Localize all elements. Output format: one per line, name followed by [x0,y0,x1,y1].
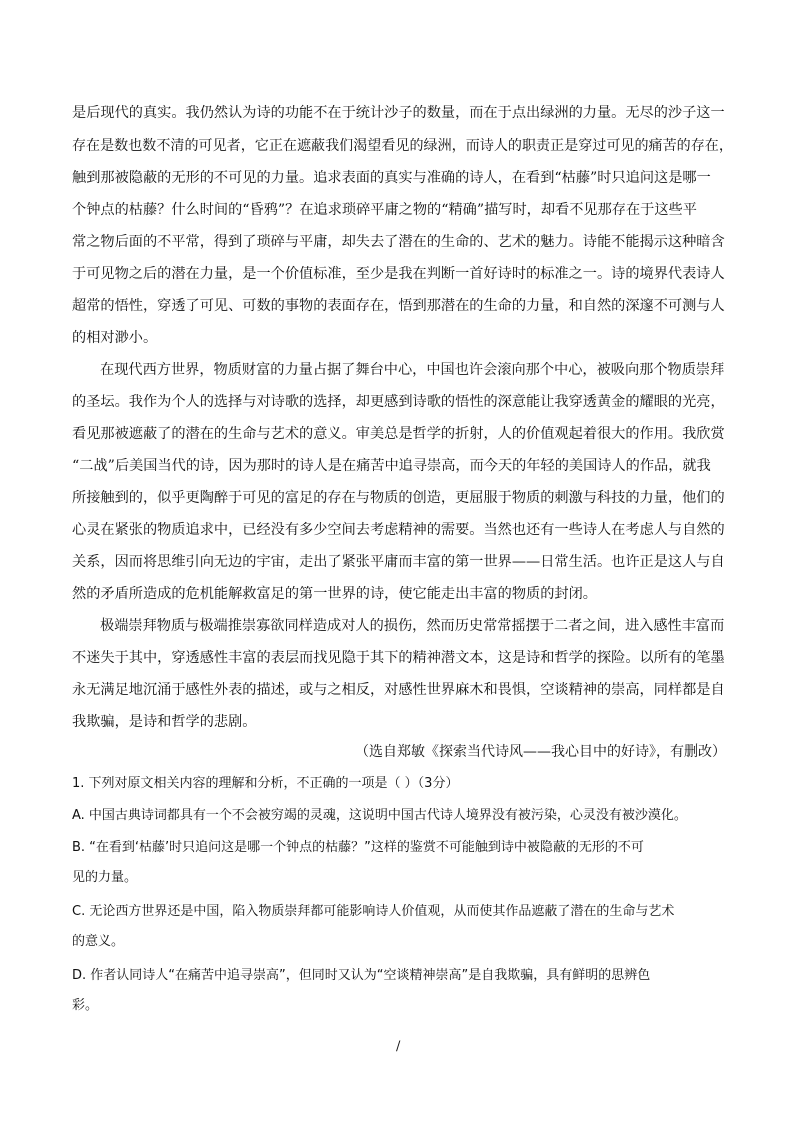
option-b: B. “在看到‘枯藤’时只追问这是哪一个钟点的枯藤？”这样的鉴赏不可能触到诗中被隐蔽的无形的不可 [72,840,644,855]
text-line: 是后现代的真实。我仍然认为诗的功能不在于统计沙子的数量，而在于点出绿洲的力量。无尽的沙子这一 [72,105,725,121]
source-citation: （选自郑敏《探索当代诗风——我心目中的好诗》，有删改） [355,744,726,760]
question-stem: 1. 下列对原文相关内容的理解和分析，不正确的一项是（ ）（3分） [72,776,459,791]
option-b-continued: 见的力量。 [72,870,138,885]
text-line: 存在是数也数不清的可见者，它正在遮蔽我们渴望看见的绿洲，而诗人的职责正是穿过可见的痛苦的存在， [72,138,733,154]
text-line: 个钟点的枯藤？什么时间的“昏鸦”？在追求琐碎平庸之物的“精确”描写时，却看不见那存在于这些平 [72,202,697,218]
text-line: 心灵在紧张的物质追求中，已经没有多少空间去考虑精神的需要。当然也还有一些诗人在考虑人与自然的 [72,522,725,538]
text-line: 超常的悟性，穿透了可见、可数的事物的表面存在，悟到那潜在的生命的力量，和自然的深邃不可测与人 [72,298,725,314]
page-number: / [396,1039,401,1054]
option-c: C. 无论西方世界还是中国，陷入物质崇拜都可能影响诗人价值观，从而使其作品遮蔽了潜在的生命与艺术 [72,904,675,919]
text-line: 极端崇拜物质与极端推崇寡欲同样造成对人的损伤，然而历史常常摇摆于二者之间，进入感性丰富而 [100,618,725,634]
option-a: A. 中国古典诗词都具有一个不会被穷竭的灵魂，这说明中国古代诗人境界没有被污染，心灵没有被沙漠化。 [72,808,687,823]
text-line: 然的矛盾所造成的危机能解救富足的第一世界的诗，使它能走出丰富的物质的封闭。 [72,586,597,602]
option-d-continued: 彩。 [72,998,99,1013]
text-line: “二战”后美国当代的诗，因为那时的诗人是在痛苦中追寻崇高，而今天的年轻的美国诗人的作品，就我 [72,458,711,474]
text-line: 于可见物之后的潜在力量，是一个价值标准，至少是我在判断一首好诗时的标准之一。诗的境界代表诗人 [72,266,725,282]
text-line: 所接触到的，似乎更陶醉于可见的富足的存在与物质的创造，更屈服于物质的刺激与科技的力量，他们的 [72,490,725,506]
text-line: 关系，因而将思维引向无边的宇宙，走出了紧张平庸而丰富的第一世界——日常生活。也许正是这人与自 [72,554,725,570]
text-line: 的相对渺小。 [72,330,158,346]
text-line: 不迷失于其中，穿透感性丰富的表层而找见隐于其下的精神潜文本，这是诗和哲学的探险。以所有的笔墨 [72,650,725,666]
text-line: 常之物后面的不平常，得到了琐碎与平庸，却失去了潜在的生命的、艺术的魅力。诗能不能揭示这种暗含 [72,234,725,250]
text-line: 触到那被隐蔽的无形的不可见的力量。追求表面的真实与准确的诗人，在看到“枯藤”时只追问这是哪一 [72,170,711,186]
text-line: 永无满足地沉涌于感性外表的描述，或与之相反，对感性世界麻木和畏惧，空谈精神的崇高，同样都是自 [72,682,725,698]
option-c-continued: 的意义。 [72,934,125,949]
text-line: 我欺骗，是诗和哲学的悲剧。 [72,714,257,730]
text-line: 的圣坛。我作为个人的选择与对诗歌的选择，却更感到诗歌的悟性的深意能让我穿透黄金的耀眼的光亮， [72,394,725,410]
text-line: 在现代西方世界，物质财富的力量占据了舞台中心，中国也许会滚向那个中心，被吸向那个物质崇拜 [100,362,725,378]
text-line: 看见那被遮蔽了的潜在的生命与艺术的意义。审美总是哲学的折射，人的价值观起着很大的作用。我欣赏 [72,426,725,442]
option-d: D. 作者认同诗人“在痛苦中追寻崇高”，但同时又认为“空谈精神崇高”是自我欺骗，具有鲜明的思辨色 [72,968,651,983]
